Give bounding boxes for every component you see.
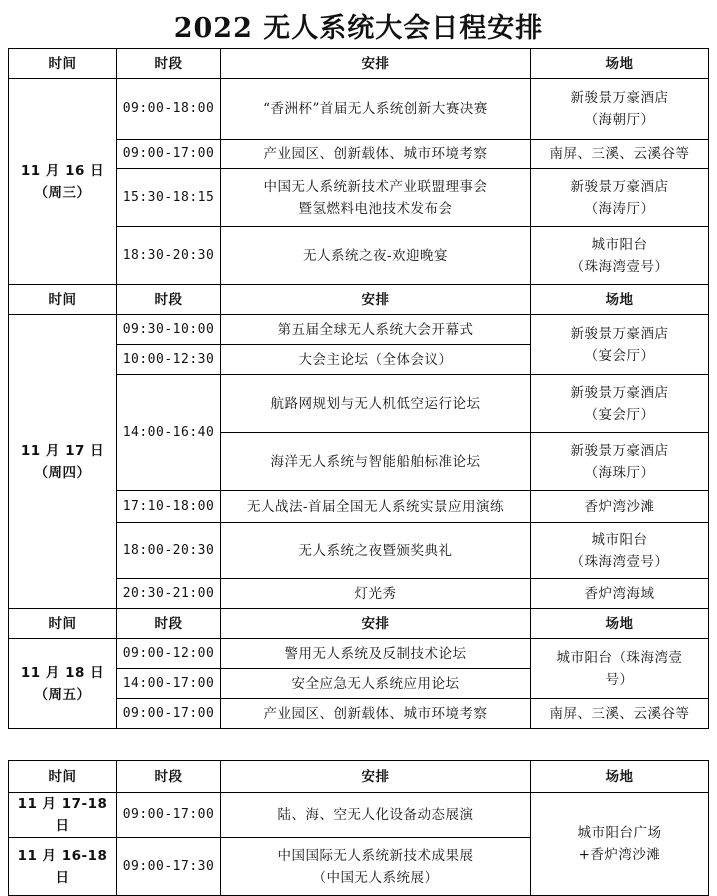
time-cell: 09:00-17:00 (117, 699, 221, 729)
time-cell: 09:00-18:00 (117, 79, 221, 140)
weekday-text: （周五） (34, 686, 91, 703)
header-row (9, 761, 709, 793)
date-cell (9, 639, 117, 729)
date-cell: 11 月 16-18 日 (9, 838, 117, 896)
venue-line: 城市阳台广场 (577, 825, 662, 841)
item-cell: 警用无人系统及反制技术论坛 (221, 639, 531, 669)
header-row (9, 49, 709, 79)
item-cell: 无人系统之夜暨颁奖典礼 (221, 523, 531, 579)
header-time: 时段 (117, 285, 221, 315)
header-venue: 场地 (531, 285, 709, 315)
header-venue: 场地 (531, 761, 709, 793)
header-row (9, 285, 709, 315)
venue-line: 新骏景万豪酒店 (570, 90, 669, 106)
time-cell: 18:00-20:30 (117, 523, 221, 579)
header-date: 时间 (9, 761, 117, 793)
item-cell: 无人系统之夜-欢迎晚宴 (221, 227, 531, 285)
venue-cell (531, 227, 709, 285)
item-cell (221, 169, 531, 227)
item-cell: 灯光秀 (221, 579, 531, 609)
item-cell: 无人战法-首届全国无人系统实景应用演练 (221, 491, 531, 523)
date-cell: 11 月 17-18 日 (9, 793, 117, 838)
venue-line: 新骏景万豪酒店 (570, 325, 669, 342)
item-cell: 产业园区、创新载体、城市环境考察 (221, 140, 531, 169)
schedule-table (8, 48, 709, 729)
exhibition-table (8, 760, 709, 896)
header-item: 安排 (221, 609, 531, 639)
header-item: 安排 (221, 761, 531, 793)
venue-line: +香炉湾沙滩 (578, 847, 661, 863)
item-cell: 第五届全球无人系统大会开幕式 (221, 315, 531, 345)
venue-line: 城市阳台 (591, 531, 648, 548)
item-cell: 大会主论坛（全体会议） (221, 345, 531, 375)
table-row (9, 793, 709, 838)
venue-cell (531, 793, 709, 896)
item-line: 中国国际无人系统新技术成果展 (277, 847, 474, 864)
venue-line: （珠海湾壹号） (570, 553, 669, 570)
page-title: 2022 无人系统大会日程安排 (173, 13, 544, 44)
venue-line: （宴会厅） (584, 406, 655, 423)
header-time: 时段 (117, 761, 221, 793)
item-cell: 安全应急无人系统应用论坛 (221, 669, 531, 699)
table-row (9, 315, 709, 345)
venue-cell: 南屏、三溪、云溪谷等 (531, 699, 709, 729)
header-date: 时间 (9, 49, 117, 79)
time-cell: 15:30-18:15 (117, 169, 221, 227)
item-line: 中国无人系统新技术产业联盟理事会 (263, 178, 488, 195)
date-cell (9, 315, 117, 609)
venue-line: （宴会厅） (584, 347, 655, 364)
venue-cell (531, 375, 709, 433)
table-row (9, 79, 709, 140)
venue-line: 城市阳台（珠海湾壹 (556, 649, 683, 666)
venue-line: （海涛厅） (584, 200, 655, 217)
venue-cell (531, 169, 709, 227)
table-row (9, 639, 709, 669)
header-venue: 场地 (531, 609, 709, 639)
venue-cell (531, 433, 709, 491)
venue-line: 新骏景万豪酒店 (570, 178, 669, 195)
venue-line: （海珠厅） (584, 464, 655, 481)
header-row (9, 609, 709, 639)
time-cell: 09:00-17:00 (117, 140, 221, 169)
item-cell: 航路网规划与无人机低空运行论坛 (221, 375, 531, 433)
venue-cell: 香炉湾沙滩 (531, 491, 709, 523)
venue-cell (531, 639, 709, 699)
item-line: 暨氢燃料电池技术发布会 (298, 200, 453, 217)
time-cell: 09:00-12:00 (117, 639, 221, 669)
venue-cell: 南屏、三溪、云溪谷等 (531, 140, 709, 169)
venue-line: 新骏景万豪酒店 (570, 442, 669, 459)
date-text: 11 月 18 日 (20, 664, 105, 681)
header-item: 安排 (221, 285, 531, 315)
venue-cell (531, 523, 709, 579)
time-cell: 09:30-10:00 (117, 315, 221, 345)
time-cell: 14:00-17:00 (117, 669, 221, 699)
header-item: 安排 (221, 49, 531, 79)
venue-line: （海朝厅） (584, 112, 655, 128)
time-cell: 10:00-12:30 (117, 345, 221, 375)
venue-cell: 香炉湾海域 (531, 579, 709, 609)
venue-line: （珠海湾壹号） (570, 258, 669, 275)
time-cell: 17:10-18:00 (117, 491, 221, 523)
item-cell: 陆、海、空无人化设备动态展演 (221, 793, 531, 838)
venue-line: 新骏景万豪酒店 (570, 384, 669, 401)
header-date: 时间 (9, 609, 117, 639)
venue-line: 城市阳台 (591, 236, 648, 253)
header-venue: 场地 (531, 49, 709, 79)
weekday-text: （周三） (34, 184, 91, 201)
time-cell: 09:00-17:30 (117, 838, 221, 896)
header-time: 时段 (117, 49, 221, 79)
time-cell: 09:00-17:00 (117, 793, 221, 838)
header-date: 时间 (9, 285, 117, 315)
date-cell (9, 79, 117, 285)
venue-cell (531, 79, 709, 140)
header-time: 时段 (117, 609, 221, 639)
item-cell: 海洋无人系统与智能船舶标准论坛 (221, 433, 531, 491)
venue-line: 号） (605, 671, 634, 688)
item-line: （中国无人系统展） (312, 869, 439, 886)
time-cell: 20:30-21:00 (117, 579, 221, 609)
weekday-text: （周四） (34, 464, 91, 481)
item-cell: 产业园区、创新载体、城市环境考察 (221, 699, 531, 729)
venue-cell (531, 315, 709, 375)
date-text: 11 月 17 日 (20, 442, 105, 459)
item-cell: “香洲杯”首届无人系统创新大赛决赛 (221, 79, 531, 140)
date-text: 11 月 16 日 (20, 162, 105, 179)
time-cell: 18:30-20:30 (117, 227, 221, 285)
time-cell: 14:00-16:40 (117, 375, 221, 491)
